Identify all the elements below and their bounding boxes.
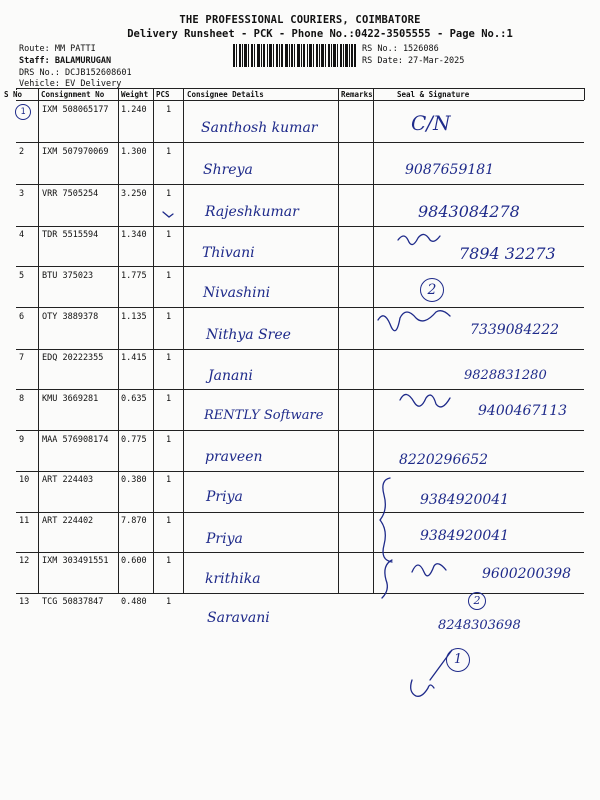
weight: 0.380 xyxy=(121,475,147,485)
row-number: 10 xyxy=(19,475,30,485)
signature: 9384920041 xyxy=(420,492,510,508)
staff-label: Staff: BALAMURUGAN xyxy=(19,56,112,66)
weight: 0.775 xyxy=(121,435,147,445)
consignment-no: TDR 5515594 xyxy=(42,230,99,240)
consignee-name: Nivashini xyxy=(203,285,271,301)
consignee-name: Priya xyxy=(206,531,243,547)
pcs: 1 xyxy=(166,271,172,281)
weight: 3.250 xyxy=(121,189,147,199)
pcs: 1 xyxy=(166,556,172,566)
consignment-no: IXM 303491551 xyxy=(42,556,109,566)
row-number: 11 xyxy=(19,516,30,526)
tick-mark-row3 xyxy=(163,212,173,217)
signature: 7894 32273 xyxy=(459,244,556,263)
col-weight: Weight xyxy=(121,90,149,99)
col-pcs: PCS xyxy=(156,90,170,99)
pcs: 1 xyxy=(166,435,172,445)
weight: 7.870 xyxy=(121,516,147,526)
col-consignment: Consignment No xyxy=(41,90,105,99)
consignment-no: OTY 3889378 xyxy=(42,312,99,322)
weight: 1.415 xyxy=(121,353,147,363)
col-seal-signature: Seal & Signature xyxy=(397,90,470,99)
rs-number: RS No.: 1526086 xyxy=(362,44,439,54)
col-remarks: Remarks xyxy=(341,90,373,99)
vehicle-label: Vehicle: EV Delivery xyxy=(19,79,122,89)
consignee-name: Thivani xyxy=(202,245,255,261)
bottom-scribble xyxy=(411,680,434,696)
consignee-name: Saravani xyxy=(207,610,270,626)
brace-rows-10-11 xyxy=(380,478,392,562)
pcs: 1 xyxy=(166,230,172,240)
row-number-circled: 1 xyxy=(15,104,31,120)
weight: 0.480 xyxy=(121,597,147,607)
bottom-circled-mark: 1 xyxy=(446,648,470,672)
consignment-no: VRR 7505254 xyxy=(42,189,99,199)
signature: 9828831280 xyxy=(464,368,547,383)
signature-scribble-row4 xyxy=(398,234,440,244)
row-number: 12 xyxy=(19,556,30,566)
weight: 0.635 xyxy=(121,394,147,404)
consignment-no: IXM 508065177 xyxy=(42,105,109,115)
drs-number: DRS No.: DCJB152608601 xyxy=(19,68,132,78)
row-number: 3 xyxy=(19,189,25,199)
row-number: 13 xyxy=(19,597,30,607)
col-consignee: Consignee Details xyxy=(187,90,264,99)
circled-mark: 2 xyxy=(468,592,486,610)
signature-scribble-row12 xyxy=(412,564,446,576)
weight: 1.340 xyxy=(121,230,147,240)
row-number: 7 xyxy=(19,353,25,363)
consignee-name: Nithya Sree xyxy=(206,327,291,343)
consignee-name: krithika xyxy=(205,571,261,587)
consignment-no: KMU 3669281 xyxy=(42,394,99,404)
rs-date: RS Date: 27-Mar-2025 xyxy=(362,56,465,66)
consignment-no: IXM 507970069 xyxy=(42,147,109,157)
consignment-no: TCG 50837847 xyxy=(42,597,104,607)
pcs: 1 xyxy=(166,147,172,157)
consignment-no: EDQ 20222355 xyxy=(42,353,104,363)
weight: 1.775 xyxy=(121,271,147,281)
signature: 8248303698 xyxy=(438,618,521,633)
consignment-no: MAA 576908174 xyxy=(42,435,109,445)
col-sno: S No xyxy=(4,90,23,99)
signature: 9400467113 xyxy=(478,403,568,419)
signature: 7339084222 xyxy=(470,322,560,338)
signature: C/N xyxy=(411,111,451,135)
brace-rows-12-13 xyxy=(382,560,392,598)
weight: 1.300 xyxy=(121,147,147,157)
consignee-name: Janani xyxy=(208,368,253,384)
row-number: 4 xyxy=(19,230,25,240)
consignee-name: Santhosh kumar xyxy=(201,120,318,136)
consignee-name: Shreya xyxy=(203,162,253,178)
pcs: 1 xyxy=(166,475,172,485)
row-number: 9 xyxy=(19,435,25,445)
consignee-name: RENTLY Software xyxy=(204,408,324,423)
consignee-name: praveen xyxy=(205,449,263,465)
runsheet-title: Delivery Runsheet - PCK - Phone No.:0422-3505555 - Page No.:1 xyxy=(127,28,513,40)
signature-scribble-row8 xyxy=(400,394,450,406)
signature-scribble-row6 xyxy=(378,311,450,331)
signature: 9087659181 xyxy=(405,162,495,178)
company-title: THE PROFESSIONAL COURIERS, COIMBATORE xyxy=(179,14,421,26)
weight: 1.135 xyxy=(121,312,147,322)
signature: 9384920041 xyxy=(420,528,510,544)
row-number: 6 xyxy=(19,312,25,322)
pcs: 1 xyxy=(166,105,172,115)
signature: 2 xyxy=(420,278,444,302)
signature: 8220296652 xyxy=(399,452,489,468)
pcs: 1 xyxy=(166,312,172,322)
row-number: 5 xyxy=(19,271,25,281)
weight: 1.240 xyxy=(121,105,147,115)
consignee-name: Priya xyxy=(206,489,243,505)
pcs: 1 xyxy=(166,597,172,607)
weight: 0.600 xyxy=(121,556,147,566)
signature: 9843084278 xyxy=(418,202,520,221)
pcs: 1 xyxy=(166,516,172,526)
pcs: 1 xyxy=(166,353,172,363)
pcs: 1 xyxy=(166,394,172,404)
consignee-name: Rajeshkumar xyxy=(205,204,299,220)
consignment-no: BTU 375023 xyxy=(42,271,94,281)
consignment-no: ART 224402 xyxy=(42,516,94,526)
row-number: 8 xyxy=(19,394,25,404)
route-label: Route: MM PATTI xyxy=(19,44,96,54)
consignment-no: ART 224403 xyxy=(42,475,94,485)
signature: 9600200398 xyxy=(482,566,572,582)
pcs: 1 xyxy=(166,189,172,199)
row-number: 2 xyxy=(19,147,25,157)
